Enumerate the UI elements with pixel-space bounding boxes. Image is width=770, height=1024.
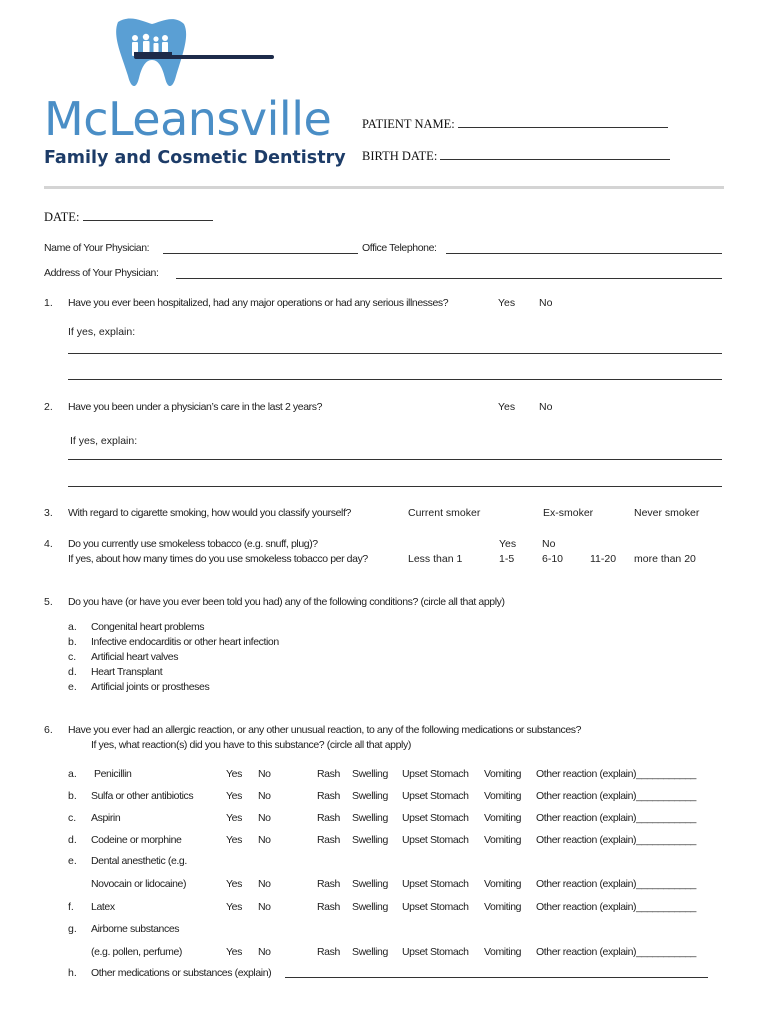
office-telephone-label: Office Telephone: (362, 242, 437, 254)
q3-number: 3. (44, 507, 53, 519)
q6-vomiting-option[interactable]: Vomiting (484, 878, 522, 890)
q6-no-option[interactable]: No (258, 946, 271, 958)
q6-upset-stomach-option[interactable]: Upset Stomach (402, 768, 469, 780)
q6-other-reaction-option[interactable]: Other reaction (explain)___________ (536, 878, 696, 890)
q6-yes-option[interactable]: Yes (226, 878, 242, 890)
q6-other-reaction-option[interactable]: Other reaction (explain)___________ (536, 901, 696, 913)
physician-address-label: Address of Your Physician: (44, 267, 159, 279)
patient-name-input[interactable] (458, 118, 668, 128)
q6-upset-stomach-option[interactable]: Upset Stomach (402, 901, 469, 913)
q4-less-than-1-option[interactable]: Less than 1 (408, 553, 463, 565)
q6-vomiting-option[interactable]: Vomiting (484, 901, 522, 913)
q6-item-letter: f. (68, 901, 74, 913)
date-field[interactable] (44, 210, 213, 225)
q5-condition-option[interactable]: Congenital heart problems (91, 621, 205, 633)
header-divider (44, 186, 724, 189)
q6-h-label: Other medications or substances (explain) (91, 967, 272, 979)
q4-1-5-option[interactable]: 1-5 (499, 553, 515, 565)
q5-number: 5. (44, 596, 53, 608)
q6-substance-label: Penicillin (94, 768, 132, 780)
q6-other-reaction-option[interactable]: Other reaction (explain)___________ (536, 834, 696, 846)
q6-yes-option[interactable]: Yes (226, 790, 242, 802)
physician-name-label: Name of Your Physician: (44, 242, 150, 254)
q6-vomiting-option[interactable]: Vomiting (484, 946, 522, 958)
tooth-logo-icon (108, 16, 278, 96)
q6-no-option[interactable]: No (258, 901, 271, 913)
q6-no-option[interactable]: No (258, 812, 271, 824)
q6-yes-option[interactable]: Yes (226, 901, 242, 913)
q4-number: 4. (44, 538, 53, 550)
q3-current-smoker-option[interactable]: Current smoker (408, 507, 481, 519)
q5-item-letter: c. (68, 651, 77, 663)
office-telephone-input[interactable] (446, 253, 722, 254)
q6-yes-option[interactable]: Yes (226, 768, 242, 780)
q6-substance-label-cont: Novocain or lidocaine) (91, 878, 187, 890)
q6-other-reaction-option[interactable]: Other reaction (explain)___________ (536, 768, 696, 780)
q5-text: Do you have (or have you ever been told you had) any of the following conditions? (circle all that apply) (68, 596, 505, 608)
q6-substance-label: Codeine or morphine (91, 834, 182, 846)
q6-substance-label: Latex (91, 901, 115, 913)
q5-condition-option[interactable]: Artificial joints or prostheses (91, 681, 210, 693)
q6-no-option[interactable]: No (258, 834, 271, 846)
q5-condition-option[interactable]: Artificial heart valves (91, 651, 179, 663)
q4-yes-option[interactable]: Yes (499, 538, 517, 550)
q6-swelling-option[interactable]: Swelling (352, 768, 388, 780)
q6-no-option[interactable]: No (258, 768, 271, 780)
q1-yes-option[interactable]: Yes (498, 297, 516, 309)
q6-subtext: If yes, what reaction(s) did you have to this substance? (circle all that apply) (91, 739, 411, 751)
q2-number: 2. (44, 401, 53, 413)
q2-explain-line-2[interactable] (68, 486, 722, 487)
q1-number: 1. (44, 297, 53, 309)
physician-address-input[interactable] (176, 278, 722, 279)
q6-vomiting-option[interactable]: Vomiting (484, 812, 522, 824)
logo-wordmark: McLeansville (44, 92, 332, 146)
q6-item-letter: c. (68, 812, 77, 824)
q6-upset-stomach-option[interactable]: Upset Stomach (402, 834, 469, 846)
logo-subtitle: Family and Cosmetic Dentistry (44, 148, 346, 168)
q6-swelling-option[interactable]: Swelling (352, 834, 388, 846)
q2-yes-option[interactable]: Yes (498, 401, 516, 413)
q6-rash-option[interactable]: Rash (317, 834, 340, 846)
q6-substance-label: Airborne substances (91, 923, 180, 935)
q4-11-20-option[interactable]: 11-20 (590, 553, 617, 565)
q6-substance-label: Dental anesthetic (e.g. (91, 855, 187, 867)
q6-upset-stomach-option[interactable]: Upset Stomach (402, 878, 469, 890)
q5-condition-option[interactable]: Heart Transplant (91, 666, 163, 678)
q6-rash-option[interactable]: Rash (317, 946, 340, 958)
date-input[interactable] (83, 211, 213, 221)
q6-rash-option[interactable]: Rash (317, 878, 340, 890)
q6-text: Have you ever had an allergic reaction, or any other unusual reaction, to any of the following medications or substances? (68, 724, 582, 736)
q5-item-letter: e. (68, 681, 77, 693)
q4-6-10-option[interactable]: 6-10 (542, 553, 564, 565)
q1-explain-line-1[interactable] (68, 353, 722, 354)
q4-more-than-20-option[interactable]: more than 20 (634, 553, 696, 565)
q6-other-reaction-option[interactable]: Other reaction (explain)___________ (536, 790, 696, 802)
q6-item-letter: b. (68, 790, 77, 802)
q6-no-option[interactable]: No (258, 878, 271, 890)
q2-text: Have you been under a physician’s care in the last 2 years? (68, 401, 323, 413)
q6-swelling-option[interactable]: Swelling (352, 946, 388, 958)
q6-vomiting-option[interactable]: Vomiting (484, 768, 522, 780)
q6-no-option[interactable]: No (258, 790, 271, 802)
birth-date-input[interactable] (440, 150, 670, 160)
q6-substance-label-cont: (e.g. pollen, perfume) (91, 946, 183, 958)
q6-other-reaction-option[interactable]: Other reaction (explain)___________ (536, 812, 696, 824)
q6-upset-stomach-option[interactable]: Upset Stomach (402, 812, 469, 824)
q5-item-letter: d. (68, 666, 77, 678)
q6-h-letter: h. (68, 967, 77, 979)
q3-text: With regard to cigarette smoking, how would you classify yourself? (68, 507, 351, 519)
physician-name-input[interactable] (163, 253, 358, 254)
birth-date-label: BIRTH DATE: (362, 149, 438, 163)
q6-substance-label: Sulfa or other antibiotics (91, 790, 194, 802)
q5-item-letter: a. (68, 621, 77, 633)
q6-item-letter: g. (68, 923, 77, 935)
q6-upset-stomach-option[interactable]: Upset Stomach (402, 946, 469, 958)
q6-h-explain-input[interactable] (285, 977, 708, 978)
q2-explain-line-1[interactable] (68, 459, 722, 460)
birth-date-field[interactable] (362, 149, 670, 164)
q2-no-option[interactable]: No (539, 401, 553, 413)
q6-swelling-option[interactable]: Swelling (352, 901, 388, 913)
q6-vomiting-option[interactable]: Vomiting (484, 834, 522, 846)
q6-yes-option[interactable]: Yes (226, 812, 242, 824)
q6-item-letter: e. (68, 855, 77, 867)
q6-yes-option[interactable]: Yes (226, 834, 242, 846)
q4-no-option[interactable]: No (542, 538, 556, 550)
q6-vomiting-option[interactable]: Vomiting (484, 790, 522, 802)
date-label: DATE: (44, 210, 80, 224)
q6-rash-option[interactable]: Rash (317, 812, 340, 824)
q6-rash-option[interactable]: Rash (317, 901, 340, 913)
q1-text: Have you ever been hospitalized, had any major operations or had any serious illnesses? (68, 297, 449, 309)
q6-rash-option[interactable]: Rash (317, 790, 340, 802)
q6-item-letter: a. (68, 768, 77, 780)
q2-explain-label: If yes, explain: (70, 435, 138, 447)
q1-no-option[interactable]: No (539, 297, 553, 309)
q6-number: 6. (44, 724, 53, 736)
q1-explain-label: If yes, explain: (68, 326, 136, 338)
q6-swelling-option[interactable]: Swelling (352, 878, 388, 890)
patient-name-label: PATIENT NAME: (362, 117, 455, 131)
q6-upset-stomach-option[interactable]: Upset Stomach (402, 790, 469, 802)
q6-yes-option[interactable]: Yes (226, 946, 242, 958)
q3-ex-smoker-option[interactable]: Ex-smoker (543, 507, 594, 519)
q5-condition-option[interactable]: Infective endocarditis or other heart infection (91, 636, 279, 648)
q4-frequency-text: If yes, about how many times do you use smokeless tobacco per day? (68, 553, 368, 565)
q5-item-letter: b. (68, 636, 77, 648)
q6-item-letter: d. (68, 834, 77, 846)
q6-swelling-option[interactable]: Swelling (352, 812, 388, 824)
q1-explain-line-2[interactable] (68, 379, 722, 380)
q6-substance-label: Aspirin (91, 812, 121, 824)
q4-text: Do you currently use smokeless tobacco (e.g. snuff, plug)? (68, 538, 318, 550)
q3-never-smoker-option[interactable]: Never smoker (634, 507, 700, 519)
patient-name-field[interactable] (362, 117, 668, 132)
q6-rash-option[interactable]: Rash (317, 768, 340, 780)
q6-swelling-option[interactable]: Swelling (352, 790, 388, 802)
q6-other-reaction-option[interactable]: Other reaction (explain)___________ (536, 946, 696, 958)
